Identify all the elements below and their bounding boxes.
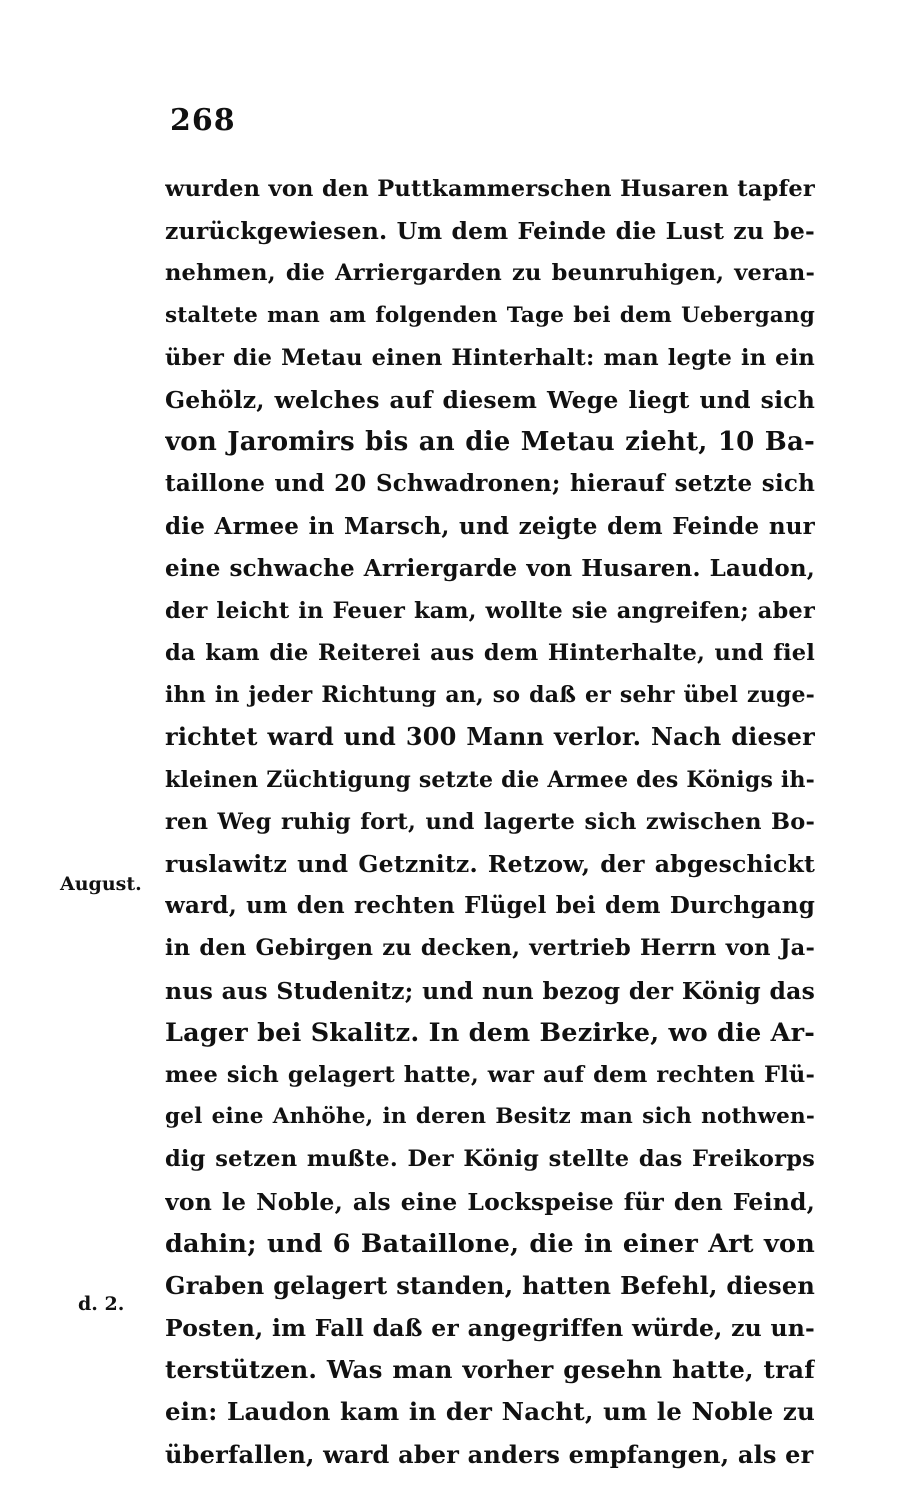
text-line: nehmen, die Arriergarden zu beunruhigen, veran- bbox=[165, 260, 815, 287]
margin-note-date: d. 2. bbox=[78, 1293, 125, 1315]
text-line: dig setzen mußte. Der König stellte das Freikorps bbox=[165, 1146, 815, 1173]
text-line: zurückgewiesen. Um dem Feinde die Lust zu be- bbox=[165, 217, 815, 246]
text-line: ihn in jeder Richtung an, so daß er sehr übel zuge- bbox=[165, 682, 815, 709]
text-line: taillone und 20 Schwadronen; hierauf setzte sich bbox=[165, 470, 815, 498]
text-line: Posten, im Fall daß er angegriffen würde, zu un- bbox=[165, 1314, 815, 1343]
page-number: 268 bbox=[170, 103, 236, 138]
margin-note-august: August. bbox=[60, 873, 142, 895]
text-line: ward, um den rechten Flügel bei dem Durchgang bbox=[165, 892, 815, 920]
body-text bbox=[165, 168, 815, 1476]
text-line: über die Metau einen Hinterhalt: man legte in ein bbox=[165, 344, 815, 371]
text-line: richtet ward und 300 Mann verlor. Nach dieser bbox=[165, 722, 815, 752]
text-line: wurden von den Puttkammerschen Husaren tapfer bbox=[165, 176, 815, 202]
text-line: ren Weg ruhig fort, und lagerte sich zwischen Bo- bbox=[165, 808, 815, 835]
text-line: in den Gebirgen zu decken, vertrieb Herrn von Ja- bbox=[165, 935, 815, 962]
text-line: ruslawitz und Getznitz. Retzow, der abgeschickt bbox=[165, 850, 815, 878]
text-line: die Armee in Marsch, und zeigte dem Feinde nur bbox=[165, 512, 815, 540]
text-line: der leicht in Feuer kam, wollte sie angreifen; aber bbox=[165, 597, 815, 624]
text-line: staltete man am folgenden Tage bei dem Uebergang bbox=[165, 302, 815, 328]
text-line: von Jaromirs bis an die Metau zieht, 10 Ba- bbox=[165, 427, 815, 458]
text-line: gel eine Anhöhe, in deren Besitz man sich nothwen- bbox=[165, 1104, 815, 1130]
text-line: mee sich gelagert hatte, war auf dem rechten Flü- bbox=[165, 1061, 815, 1088]
text-line: nus aus Studenitz; und nun bezog der König das bbox=[165, 976, 815, 1005]
text-line: da kam die Reiterei aus dem Hinterhalte, und fiel bbox=[165, 640, 815, 667]
text-line: dahin; und 6 Bataillone, die in einer Art von bbox=[165, 1228, 815, 1259]
text-line: überfallen, ward aber anders empfangen, als er bbox=[165, 1439, 814, 1469]
text-line: von le Noble, als eine Lockspeise für den Feind, bbox=[165, 1187, 815, 1216]
text-line: Graben gelagert standen, hatten Befehl, diesen bbox=[165, 1270, 815, 1300]
text-line: Gehölz, welches auf diesem Wege liegt und sich bbox=[165, 385, 815, 414]
text-line: terstützen. Was man vorher gesehn hatte, traf bbox=[165, 1355, 815, 1385]
text-line: Lager bei Skalitz. In dem Bezirke, wo die Ar- bbox=[165, 1017, 815, 1048]
text-line: ein: Laudon kam in der Nacht, um le Noble zu bbox=[165, 1397, 815, 1427]
text-line: kleinen Züchtigung setzte die Armee des Königs ih- bbox=[165, 766, 815, 793]
text-line: eine schwache Arriergarde von Husaren. Laudon, bbox=[165, 554, 815, 582]
